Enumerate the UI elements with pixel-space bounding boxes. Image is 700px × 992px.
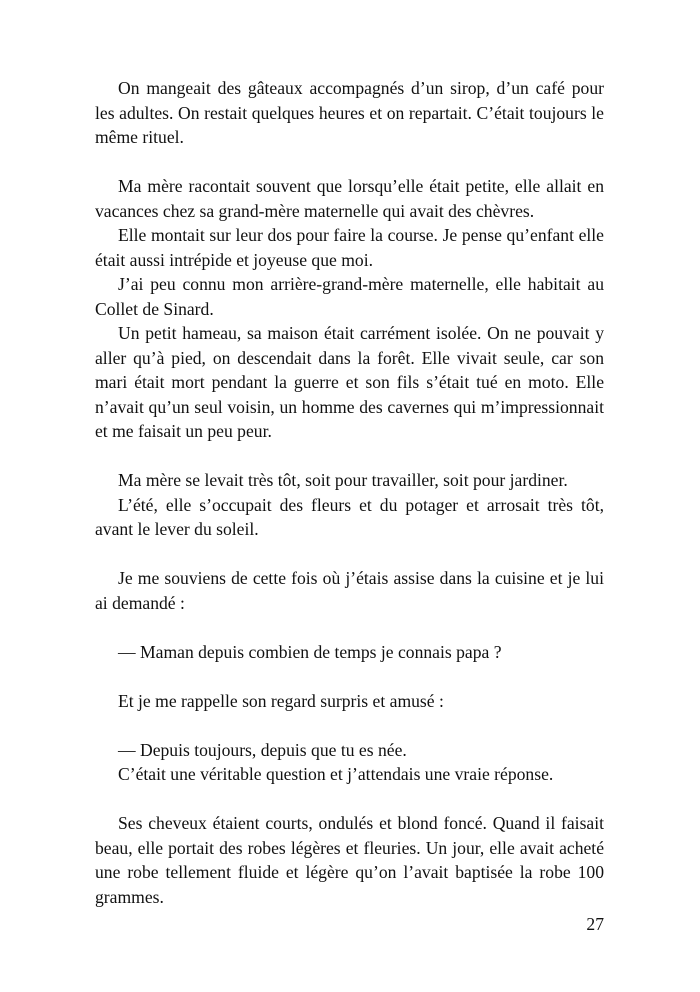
body-text: [95, 76, 604, 909]
paragraph: C’était une véritable question et j’attendais une vraie réponse.: [118, 764, 554, 784]
paragraph: Elle montait sur leur dos pour faire la course. Je pense qu’enfant elle était aussi intrépide et joyeuse que moi.: [95, 225, 604, 270]
paragraph: Ma mère racontait souvent que lorsqu’elle était petite, elle allait en vacances chez sa grand-mère maternelle qui avait des chèvres.: [95, 176, 604, 221]
paragraph: J’ai peu connu mon arrière-grand-mère maternelle, elle habitait au Collet de Sinard.: [95, 274, 604, 319]
dialogue-line: — Maman depuis combien de temps je connais papa ?: [118, 641, 502, 662]
paragraph: Je me souviens de cette fois où j’étais assise dans la cuisine et je lui ai demandé :: [95, 568, 604, 613]
paragraph: L’été, elle s’occupait des fleurs et du potager et arrosait très tôt, avant le lever du soleil.: [95, 494, 604, 539]
paragraph-gap: [95, 664, 604, 689]
paragraph: Un petit hameau, sa maison était carrément isolée. On ne pouvait y aller qu’à pied, on descendait dans la forêt. Elle vivait seule, car son mari était mort pendant la guerre et son fils s’était tué en moto. Elle n’avait qu’un seul voisin, un homme des cavernes qui m’impressionnait et me faisait un peu peur.: [95, 323, 604, 441]
dialogue-line: — Depuis toujours, depuis que tu es née.: [118, 739, 407, 760]
paragraph-gap: [95, 150, 604, 175]
paragraph-gap: [95, 542, 604, 567]
paragraph: Ses cheveux étaient courts, ondulés et blond foncé. Quand il faisait beau, elle portait des robes légères et fleuries. Un jour, elle avait acheté une robe tellement fluide et légère qu’on l’avait baptisée la robe 100 grammes.: [95, 813, 604, 907]
paragraph: Ma mère se levait très tôt, soit pour travailler, soit pour jardiner.: [118, 470, 568, 490]
paragraph-gap: [95, 713, 604, 738]
page-number: 27: [586, 914, 604, 934]
paragraph-gap: [95, 787, 604, 812]
paragraph-gap: [95, 615, 604, 640]
paragraph: On mangeait des gâteaux accompagnés d’un sirop, d’un café pour les adultes. On restait quelques heures et on repartait. C’était toujours le même rituel.: [95, 78, 604, 147]
paragraph: Et je me rappelle son regard surpris et amusé :: [118, 690, 444, 711]
paragraph-gap: [95, 444, 604, 469]
